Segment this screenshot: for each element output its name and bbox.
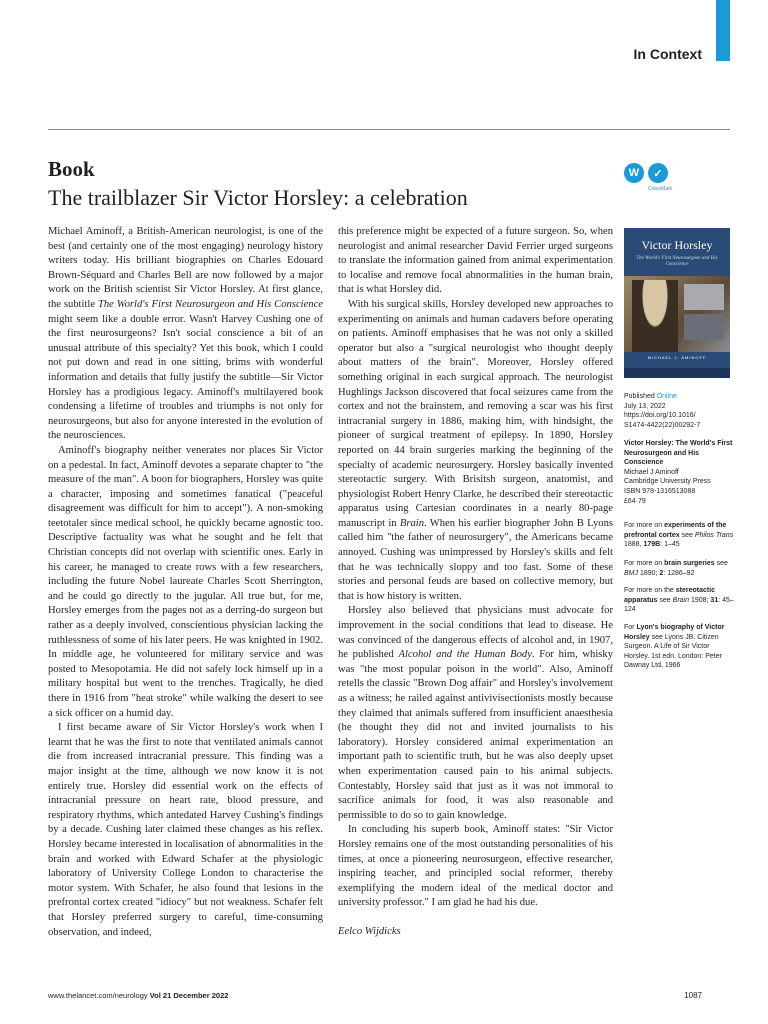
- section-label: In Context: [633, 46, 702, 62]
- paragraph: Michael Aminoff, a British-American neurologist, is one of the best (and certainly one of the most engaging) neurology history writers today. His brilliant biographies on Charles Edouard Brown-Séquard and Charles Bell are now followed by a major work on the British scientist Sir Victor Horsley. At first glance, the subtitle The World's First Neurosurgeon and His Conscience might seem like a double error. Wasn't Harvey Cushing one of the first neurosurgeons? Isn't social conscience a bit of an unusual attribute of this specialty? Yet this book, which I could not put down and read in one sitting, brims with wonderful information and details that fully justify the subtitle—Sir Victor Horsley has a prodigious legacy. Aminoff's multilayered book condensing a lifetime of troubles and triumphs is not only for neurosurgeons, but also for anyone interested in the evolution of the neurosciences.: [48, 226, 323, 442]
- paragraph: I first became aware of Sir Victor Horsley's work when I learnt that he was the first to note that ventilated animals cannot die from increased intracranial pressure. This finding was a major insight at the time, although we now know it is not entirely true. Horsley did essential work on the effects of intracranial pressure on heart rate, blood pressure, and respiratory rhythms, which antedated Harvey Cushing's findings by a decade. Cushing later claimed these changes as his reflex. Horsley became interested in localisation of abnormalities in the brain and worked with Edward Schafer at the physiologic laboratory of University College London to characterise the motor system. With Schafer, he also found that lesions in the prefrontal cortex created "idiocy" but not weakness. Schafer felt that Horsley preferred surgery to careful, time-consuming observation, and indeed,: [48, 722, 323, 938]
- author-signature: Eelco Wijdicks: [338, 925, 401, 937]
- footer-journal: www.thelancet.com/neurology Vol 21 December 2022: [48, 991, 229, 1000]
- paragraph: Aminoff's biography neither venerates nor places Sir Victor on a pedestal. In fact, Aminoff devotes a separate chapter to "the measure of the man". A boon for biographers, Horsley was quite a character, imposing and sometimes fanatical ("peaceful disagreement was difficult for him to accept"). A non-smoking teetotaler since medical school, he quickly became agnostic too. Descriptive factuality was what he sought and he felt that Christian concepts did not overlap with scientific ones. Early in his career, he managed to create rows with a few researchers, including the future Nobel laureate Charles Scott Sherrington, and he could go directly to the jugular. All true but, for me, Horsley emerges from the pages not as a derring-do surgeon but rather as a deeply involved, conscientious physician lacking the ruthlessness of some of his later peers. He was knighted in 1902. In middle age, he volunteered for military service and was posted to Mesopotamia. He did not safely lock himself up in a military hospital but went to the trenches. Tragically, he died there in 1916 from "heat stroke" while walking the desert to see a sick officer on a humid day.: [48, 444, 323, 719]
- paragraph: In concluding his superb book, Aminoff states: "Sir Victor Horsley remains one of the most outstanding personalities of his times, at once a pioneering neurosurgeon, effective researcher, inspiring teacher, and principled social reformer, thereby exemplifying the modern ideal of the medical doctor and university professor." I am glad he had his due.: [338, 824, 613, 909]
- sidebar-reference: For more on experiments of the prefrontal cortex see Philos Trans 1888, 179B: 1–45: [624, 522, 734, 549]
- sidebar-reference: For Lyon's biography of Victor Horsley see Lyons JB. Citizen Surgeon. A Life of Sir Victor Horsley. 1st edn. London: Peter Dawnay Ltd, 1966: [624, 624, 725, 670]
- crossmark-label: CrossMark: [648, 186, 673, 192]
- cover-inset-photo: [684, 284, 724, 310]
- book-details: Victor Horsley: The World's First Neurosurgeon and His Conscience Michael J Aminoff Cambridge University Press ISBN 978-1316513088 £64·79: [624, 440, 733, 505]
- sidebar-reference: For more on the stereotactic apparatus see Brain 1908; 31: 45–124: [624, 587, 734, 614]
- open-access-icon[interactable]: W: [624, 163, 644, 183]
- body-column-right: [338, 225, 613, 940]
- cover-footer-band: [624, 368, 730, 378]
- header-rule: [48, 129, 730, 130]
- paragraph: Horsley also believed that physicians must advocate for improvement in the social conditions that lead to disease. He was convinced of the dangerous effects of alcohol and, in 1907, he published Alcohol and the Human Body. For him, whisky was "the most popular poison in the world". Also, Aminoff retells the classic "Brown Dog affair" and Horsley's involvement as a witness; he railed against antivivisectionists mostly because they claimed that animals suffered from insufficient anaesthesia (he thought they did not and invited journalists to his laboratory). Horsley considered animal experimentation an important path to scientific truth, but he was also deeply upset when experimentation caused pain to his animal subjects. Contestably, Horsley said that just as it was not immoral to sacrifice animals for food, it was also reasonable and permissible to do so to gain knowledge.: [338, 605, 614, 821]
- accent-bar: [716, 0, 730, 61]
- cover-portrait: [632, 280, 678, 352]
- sidebar-reference: For more on brain surgeries see BMJ 1890; 2: 1286–92: [624, 560, 728, 577]
- published-online-link[interactable]: Online: [656, 393, 677, 400]
- body-column-left: [48, 225, 323, 940]
- paragraph: With his surgical skills, Horsley developed new approaches to experimenting on animals and human cadavers before operating on patients. Aminoff emphasises that he was not only a skilled operator but also a "surgical neurologist who thought deeply about matters of the brain". Moreover, Horsley offered something original in each surgical approach. The neurologist Hughlings Jackson discovered that focal seizures came from the cortex and not the brainstem, and removing a scar was his first intracranial surgery in 1886, making him, with hindsight, the pioneer of surgical treatment of epilepsy. In 1890, Horsley reported on 44 brain surgeries marking the beginning of the specialty of academic neurosurgery. Horsley basically invented stereotactic surgery. With Brisitsh surgeon, anatomist, and physiologist Robert Henry Clarke, he described their stereotactic apparatus using Cartesian coordinates in a nearly 80-page manuscript in Brain. When his earlier biographer John B Lyons called him "the father of neurosurgery", the Americans became annoyed. Cushing was unimpressed by Horsley's skills and felt that he was technically sloppy and too fast. Some of these stories and personal feuds are based on collective memory, but that is how history is written.: [338, 298, 613, 602]
- paragraph: this preference might be expected of a future surgeon. So, when neurologist and animal researcher David Ferrier urged surgeons to translate the information gained from animal experimentation to localise and remove focal abnormalities in the human brain, that is what Horsley did.: [338, 226, 613, 296]
- published-info: Published Online July 13, 2022 https://doi.org/10.1016/ S1474-4422(22)00292-7: [624, 393, 701, 429]
- article-icons: [624, 163, 668, 183]
- crossmark-icon[interactable]: ✓: [648, 163, 668, 183]
- article-title: The trailblazer Sir Victor Horsley: a celebration: [48, 185, 468, 210]
- book-title: Victor Horsley: The World's First Neurosurgeon and His Conscience: [624, 440, 733, 467]
- page-number: 1087: [684, 991, 702, 1000]
- cover-inset-photo: [684, 314, 724, 340]
- book-cover: [624, 228, 730, 378]
- cover-subtitle: The World's First Neurosurgeon and His Conscience: [636, 256, 718, 267]
- cover-author: MICHAEL J. AMINOFF: [647, 355, 707, 360]
- cover-title: Victor Horsley: [641, 238, 713, 252]
- footer-url[interactable]: www.thelancet.com/neurology: [48, 991, 148, 1000]
- article-kicker: Book: [48, 157, 95, 181]
